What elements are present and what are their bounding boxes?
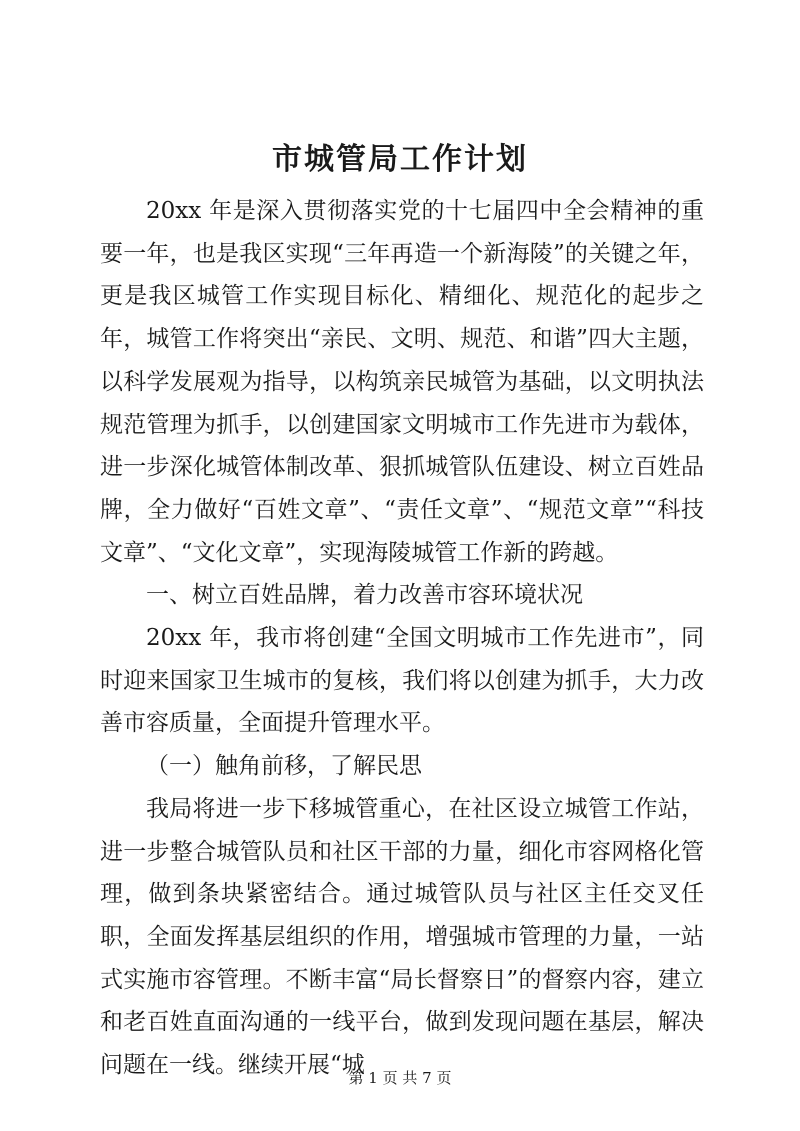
document-body <box>100 190 704 1087</box>
paragraph-section-1: 20xx 年，我市将创建“全国文明城市工作先进市”，同时迎来国家卫生城市的复核，我们将以创建为抓手，大力改善市容质量，全面提升管理水平。 <box>100 625 704 737</box>
page-footer: 第 1 页 共 7 页 <box>348 1069 452 1087</box>
paragraph-subsection-1: 我局将进一步下移城管重心，在社区设立城管工作站，进一步整合城管队员和社区干部的力量，细化市容网格化管理，做到条块紧密结合。通过城管队员与社区主任交叉任职，全面发挥基层组织的作用，增强城市管理的力量，一站式实施市容管理。不断丰富“局长督察日”的督察内容，建立和老百姓直面沟通的一线平台，做到发现问题在基层，解决问题在一线。继续开展“城 <box>100 795 704 1079</box>
section-heading-1: 一、树立百姓品牌，着力改善市容环境状况 <box>146 582 583 609</box>
subsection-heading-1: （一）触角前移，了解民思 <box>146 753 422 780</box>
document-title: 市城管局工作计划 <box>272 142 528 177</box>
paragraph-intro: 20xx 年是深入贯彻落实党的十七届四中全会精神的重要一年，也是我区实现“三年再造一个新海陵”的关键之年，更是我区城管工作实现目标化、精细化、规范化的起步之年，城管工作将突出“亲民、文明、规范、和谐”四大主题，以科学发展观为指导，以构筑亲民城管为基础，以文明执法规范管理为抓手，以创建国家文明城市工作先进市为载体，进一步深化城管体制改革、狠抓城管队伍建设、树立百姓品牌，全力做好“百姓文章”、“责任文章”、“规范文章”“科技文章”、“文化文章”，实现海陵城管工作新的跨越。 <box>100 198 704 566</box>
